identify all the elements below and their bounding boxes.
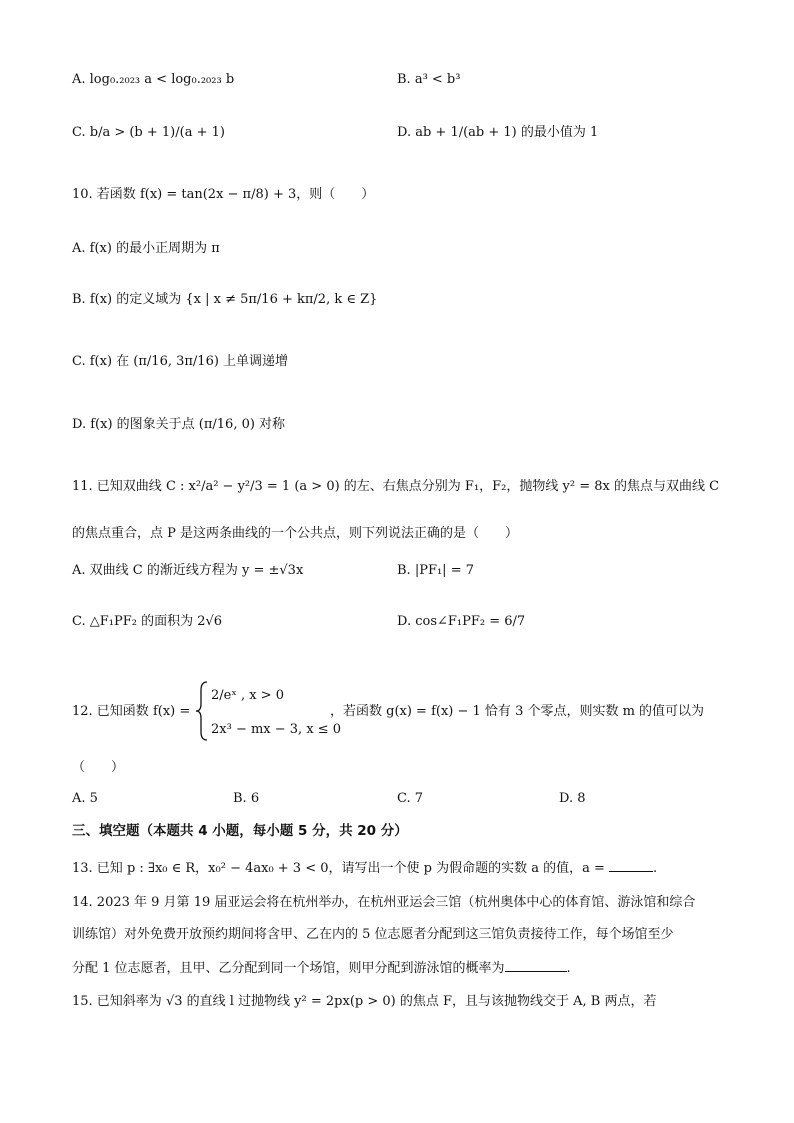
- q11-option-d: D. cos∠F₁PF₂ = 6/7: [397, 614, 526, 629]
- q14-line-3-wrap: [72, 957, 571, 979]
- q10-stem: 10. 若函数 f(x) = tan(2x − π/8) + 3，则（ ）: [72, 187, 375, 202]
- q10-option-b: B. f(x) 的定义域为 {x | x ≠ 5π/16 + kπ/2, k ∈ Z}: [72, 292, 378, 307]
- q12-option-d: D. 8: [559, 791, 586, 806]
- q13-end: .: [653, 861, 658, 876]
- q12-stem-post: ，若函数 g(x) = f(x) − 1 恰有 3 个零点，则实数 m 的值可以为: [330, 704, 705, 719]
- q11-option-c: C. △F₁PF₂ 的面积为 2√6: [72, 614, 223, 629]
- q13-stem: 13. 已知 p : ∃x₀ ∈ R，x₀² − 4ax₀ + 3 < 0，请写出一个使 p 为假命题的实数 a 的值，a =: [72, 861, 610, 876]
- section-heading: 三、填空题（本题共 4 小题，每小题 5 分，共 20 分）: [72, 823, 408, 839]
- q12-option-a: A. 5: [72, 791, 98, 806]
- q10-option-d: D. f(x) 的图象关于点 (π/16, 0) 对称: [72, 417, 286, 432]
- q13-answer-blank[interactable]: [609, 857, 653, 872]
- q10-option-a: A. f(x) 的最小正周期为 π: [72, 241, 220, 256]
- q14-line-3: 分配 1 位志愿者，且甲、乙分配到同一个场馆，则甲分配到游泳馆的概率为: [72, 961, 505, 976]
- q11-stem-line2: 的焦点重合，点 P 是这两条曲线的一个公共点，则下列说法正确的是（ ）: [72, 526, 519, 541]
- q9-option-a: A. log₀.₂₀₂₃ a < log₀.₂₀₂₃ b: [72, 72, 235, 87]
- q14-end: .: [566, 961, 571, 976]
- q12-piece-2: 2x³ − mx − 3, x ≤ 0: [211, 722, 342, 737]
- q12-stem-pre: 12. 已知函数 f(x) =: [72, 704, 191, 719]
- q11-option-b: B. |PF₁| = 7: [397, 563, 474, 578]
- q10-option-c: C. f(x) 在 (π/16, 3π/16) 上单调递增: [72, 354, 289, 369]
- q12-option-b: B. 6: [233, 791, 260, 806]
- q9-option-b: B. a³ < b³: [397, 72, 461, 87]
- q12-answer-paren: （ ）: [72, 760, 125, 775]
- q14-answer-blank[interactable]: [505, 957, 567, 972]
- q14-line-1: 14. 2023 年 9 月第 19 届亚运会将在杭州举办，在杭州亚运会三馆（杭州奥体中心的体育馆、游泳馆和综合: [72, 895, 696, 910]
- q11-option-a: A. 双曲线 C 的渐近线方程为 y = ±√3x: [72, 563, 304, 578]
- q9-option-c: C. b/a > (b + 1)/(a + 1): [72, 125, 225, 140]
- q15-text: 15. 已知斜率为 √3 的直线 l 过抛物线 y² = 2px(p > 0) 的焦点 F，且与该抛物线交于 A, B 两点，若: [72, 994, 657, 1009]
- q14-line-2: 训练馆）对外免费开放预约期间将含甲、乙在内的 5 位志愿者分配到这三馆负责接待工作，每个场馆至少: [72, 927, 674, 942]
- q13-text: [72, 857, 657, 879]
- q12-piece-1: 2/eˣ , x > 0: [211, 688, 285, 703]
- q11-stem-line1: 11. 已知双曲线 C : x²/a² − y²/3 = 1 (a > 0) 的左、右焦点分别为 F₁，F₂，抛物线 y² = 8x 的焦点与双曲线 C: [72, 479, 720, 494]
- q12-piecewise-brace: [195, 680, 209, 742]
- q12-option-c: C. 7: [397, 791, 424, 806]
- q9-option-d: D. ab + 1/(ab + 1) 的最小值为 1: [397, 125, 599, 140]
